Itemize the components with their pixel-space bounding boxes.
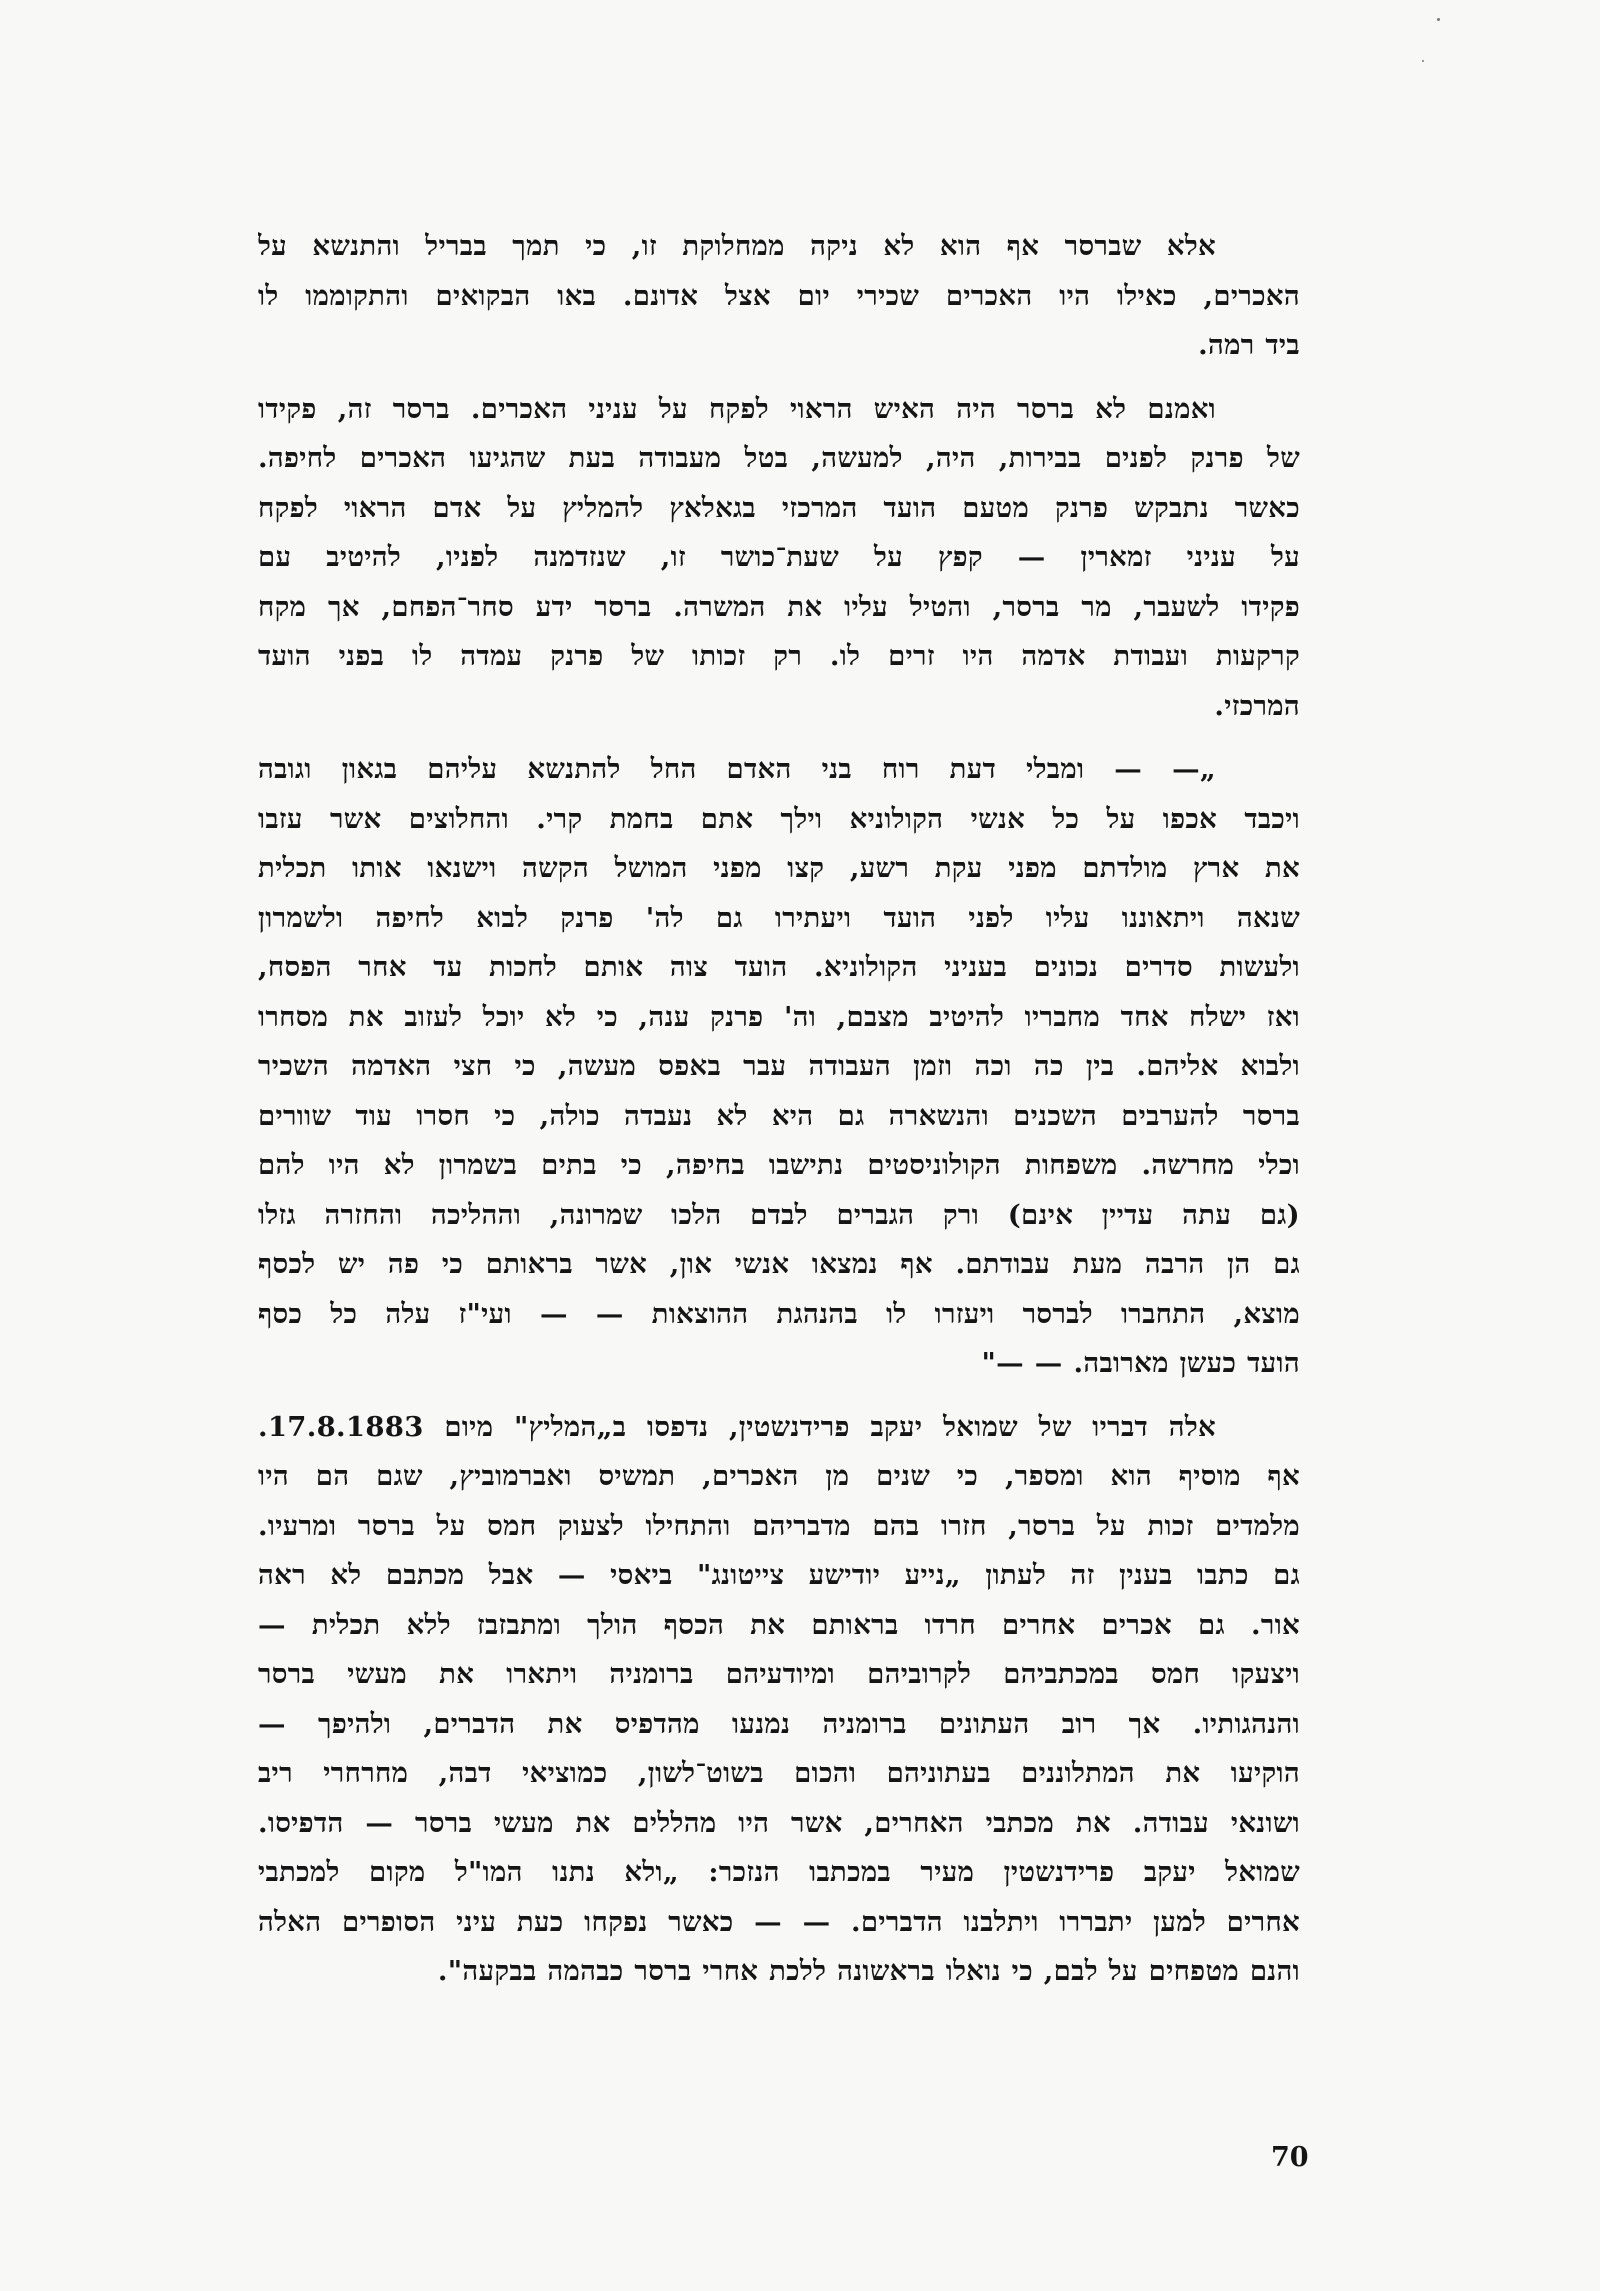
text-line: ברסר להערבים השכנים והנשארה גם היא לא נעבדה כולה, כי חסרו עוד שוורים <box>258 1099 1300 1132</box>
text-line: הועד כעשן מארובה. — —" <box>981 1347 1300 1379</box>
text-line: אלה דבריו של שמואל יעקב פרידנשטין, נדפסו ב„המליץ" מיום 17.8.1883. <box>258 1410 1216 1443</box>
text-line: גם כתבו בענין זה לעתון „נייע יודישע צייטונג" ביאסי — אבל מכתבם לא ראה <box>258 1559 1300 1591</box>
text-line: ושונאי עבודה. את מכתבי האחרים, אשר היו מהללים את מעשי ברסר — הדפיסו. <box>258 1806 1300 1839</box>
text-line: שמואל יעקב פרידנשטין מעיר במכתבו הנזכר: „ולא נתנו המו"ל מקום למכתבי <box>258 1856 1300 1888</box>
text-line: „— — ומבלי דעת רוח בני האדם החל להתנשא עליהם בגאון וגובה <box>258 753 1216 785</box>
text-line: (גם עתה עדיין אינם) ורק הגברים לבדם הלכו שמרונה, וההליכה והחזרה גזלו <box>258 1198 1300 1231</box>
page-number: 70 <box>1271 2142 1309 2173</box>
paragraph-2 <box>258 385 1300 732</box>
text-line: ואז ישלח אחד מחבריו להיטיב מצבם, וה' פרנק ענה, כי לא יוכל לעזוב את מסחרו <box>258 1000 1300 1033</box>
text-line: אף מוסיף הוא ומספר, כי שנים מן האכרים, תמשיס ואברמוביץ, שגם הם היו <box>258 1460 1300 1492</box>
paragraph-1 <box>258 222 1300 371</box>
scan-speck <box>1437 18 1440 21</box>
text-line: ויכבד אכפו על כל אנשי הקולוניא וילך אתם בחמת קרי. והחלוצים אשר עזבו <box>258 802 1300 835</box>
text-line: הוקיעו את המתלוננים בעתוניהם והכום בשוט־לשון, כמוציאי דבה, מחרחרי ריב <box>258 1757 1300 1789</box>
text-line: גם הן הרבה מעת עבודתם. אף נמצאו אנשי און, אשר בראותם כי פה יש לכסף <box>258 1248 1300 1280</box>
text-line: והנם מטפחים על לבם, כי נואלו בראשונה ללכת אחרי ברסר כבהמה בבקעה". <box>437 1955 1300 1987</box>
text-line: פקידו לשעבר, מר ברסר, והטיל עליו את המשרה. ברסר ידע סחר־הפחם, אך מקח <box>258 590 1300 623</box>
text-line: ביד רמה. <box>1198 329 1300 361</box>
text-line: ולעשות סדרים נכונים בעניני הקולוניא. הועד צוה אותם לחכות עד אחר הפסח, <box>258 951 1300 983</box>
text-line: כאשר נתבקש פרנק מטעם הועד המרכזי בגאלאץ להמליץ על אדם הראוי לפקח <box>258 491 1300 524</box>
text-line: האכרים, כאילו היו האכרים שכירי יום אצל אדונם. באו הבקואים והתקוממו לו <box>258 279 1300 312</box>
text-line: קרקעות ועבודת אדמה היו זרים לו. רק זכותו של פרנק עמדה לו בפני הועד <box>258 640 1300 672</box>
text-line: אחרים למען יתבררו ויתלבנו הדברים. — — כאשר נפקחו כעת עיני הסופרים האלה <box>258 1905 1300 1938</box>
paragraph-4 <box>258 1403 1300 1997</box>
text-line: אור. גם אכרים אחרים חרדו בראותם את הכסף הולך ומתבזבז ללא תכלית — <box>258 1608 1300 1641</box>
text-line: של פרנק לפנים בבירות, היה, למעשה, בטל מעבודה בעת שהגיעו האכרים לחיפה. <box>258 442 1300 474</box>
text-line: על עניני זמארין — קפץ על שעת־כושר זו, שנזדמנה לפניו, להיטיב עם <box>258 541 1300 573</box>
text-line: ולבוא אליהם. בין כה וכה וזמן העבודה עבר באפס מעשה, כי חצי האדמה השכיר <box>258 1050 1300 1082</box>
text-line: וכלי מחרשה. משפחות הקולוניסטים נתישבו בחיפה, כי בתים בשמרון לא היו להם <box>258 1149 1300 1181</box>
text-line: את ארץ מולדתם מפני עקת רשע, קצו מפני המושל הקשה וישנאו אותו תכלית <box>258 852 1300 884</box>
text-line: שנאה ויתאוננו עליו לפני הועד ויעתירו גם לה' פרנק לבוא לחיפה ולשמרון <box>258 901 1300 934</box>
text-line: ואמנם לא ברסר היה האיש הראוי לפקח על עניני האכרים. ברסר זה, פקידו <box>258 392 1216 425</box>
body-text <box>258 222 1300 1997</box>
paragraph-3-quotation <box>258 745 1300 1389</box>
text-line: מוצא, התחברו לברסר ויעזרו לו בהנהגת ההוצאות — — ועי"ז עלה כל כסף <box>258 1297 1300 1330</box>
text-line: ויצעקו חמס במכתביהם לקרוביהם ומיודעיהם ברומניה ויתארו את מעשי ברסר <box>258 1658 1300 1690</box>
scan-speck <box>1422 60 1424 62</box>
text-line: המרכזי. <box>1214 689 1300 722</box>
text-line: אלא שברסר אף הוא לא ניקה ממחלוקת זו, כי תמך בבריל והתנשא על <box>258 230 1216 262</box>
text-line: והנהגותיו. אך רוב העתונים ברומניה נמנעו מהדפיס את הדברים, ולהיפך — <box>258 1707 1300 1740</box>
text-line: מלמדים זכות על ברסר, חזרו בהם מדבריהם והתחילו לצעוק חמס על ברסר ומרעיו. <box>258 1509 1300 1542</box>
